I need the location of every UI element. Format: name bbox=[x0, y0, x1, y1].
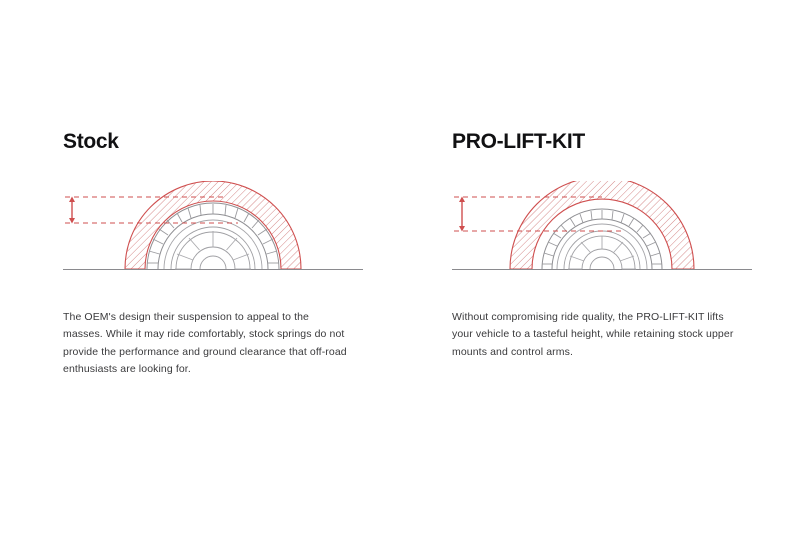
stock-wheel-fender-gap-diagram bbox=[63, 181, 363, 291]
figure-stock bbox=[63, 181, 363, 291]
panel-stock bbox=[63, 130, 363, 378]
panel-title-stock: Stock bbox=[63, 130, 119, 153]
panel-pro-lift-kit bbox=[452, 130, 752, 361]
panel-body-pro-lift-kit: Without compromising ride quality, the PRO-LIFT-KIT lifts your vehicle to a tasteful height, while retaining stock upper mounts and control arms. bbox=[452, 311, 734, 358]
lifted-wheel-fender-gap-diagram bbox=[452, 181, 752, 291]
fender-arch-lifted bbox=[510, 181, 694, 269]
panel-body-stock: The OEM's design their suspension to appeal to the masses. While it may ride comfortably, stock springs do not provide the performance and ground clearance that off-road enthusiasts are looking for. bbox=[63, 311, 347, 376]
panel-title-pro-lift-kit: PRO-LIFT-KIT bbox=[452, 130, 585, 153]
figure-pro-lift-kit bbox=[452, 181, 752, 291]
wheel-spokes-lifted bbox=[568, 236, 636, 269]
